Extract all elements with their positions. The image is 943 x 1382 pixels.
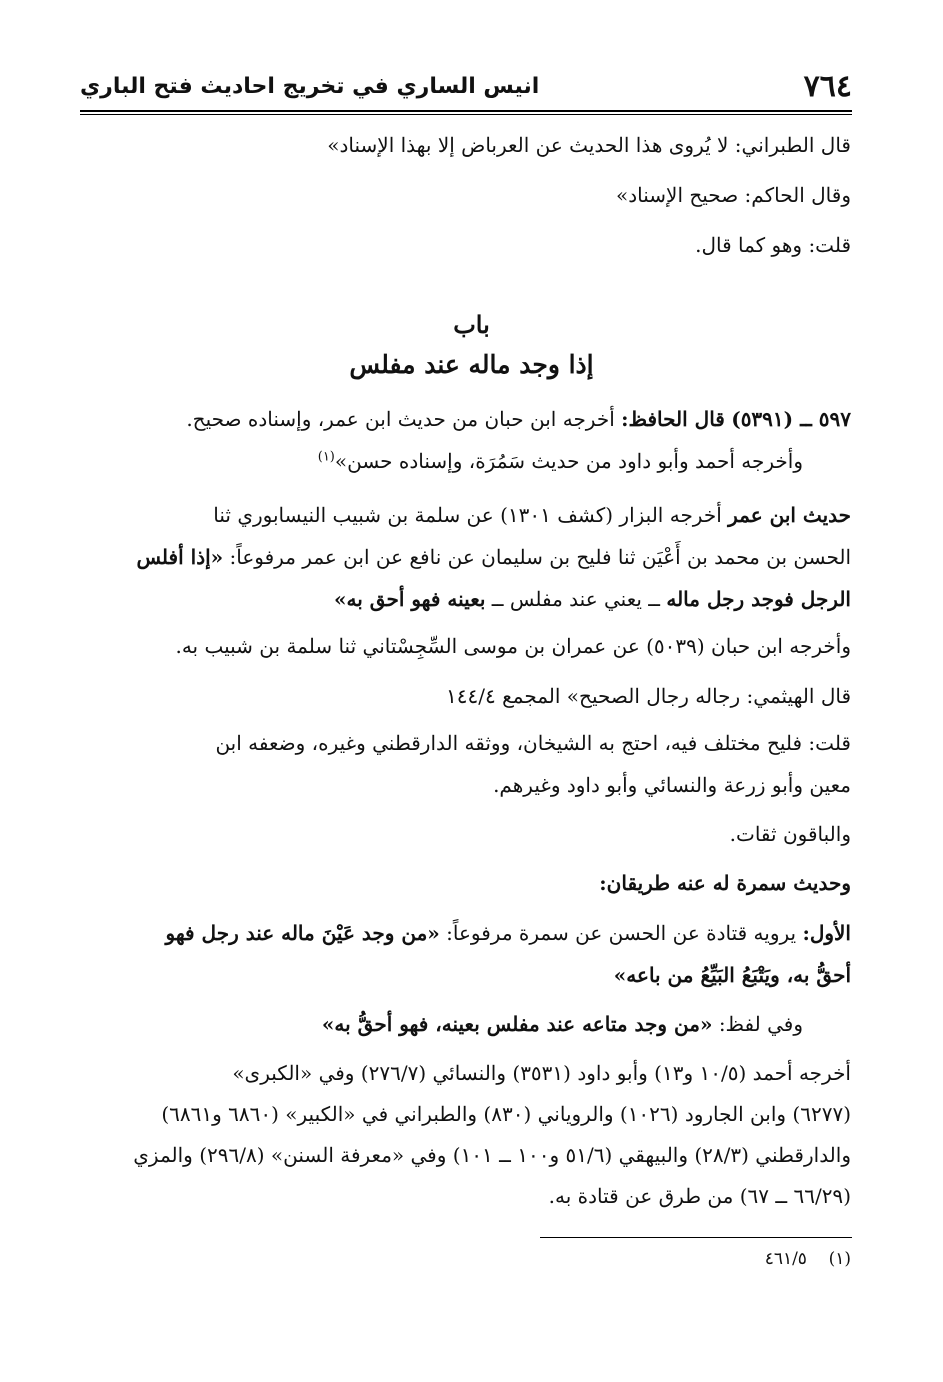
para1-line-1 [213, 494, 851, 536]
para9-line-1: أخرجه أحمد (١٠/٥ و١٣) وأبو داود (٣٥٣١) والنسائي (٢٧٦/٧) وفي «الكبرى» [232, 1061, 851, 1085]
para5: والباقون ثقات. [729, 822, 851, 846]
para4-line-2: معين وأبو زرعة والنسائي وأبو داود وغيرهم. [493, 773, 851, 797]
para1-text-3c: بعينه فهو أحق به» [334, 587, 486, 611]
para1-text-2a: الحسن بن محمد بن أَعْيَن ثنا فليح بن سليمان عن نافع عن ابن عمر مرفوعاً: [229, 545, 851, 569]
hadith-line-1 [186, 398, 851, 440]
para1-text-3a: الرجل فوجد رجل ماله [666, 587, 851, 611]
para7-lead: الأول: [802, 921, 851, 945]
footnote [765, 1245, 851, 1273]
para9-line-3: والدارقطني (٢٨/٣) والبيهقي (٥١/٦ و١٠٠ ــ ١٠١) وفي «معرفة السنن» (٢٩٦/٨) والمزي [133, 1143, 851, 1167]
para1-text-1: أخرجه البزار (كشف ١٣٠١) عن سلمة بن شبيب النيسابوري ثنا [213, 503, 722, 527]
footnote-text: ٤٦١/٥ [764, 1249, 807, 1269]
para9-line-2: (٦٢٧٧) وابن الجارود (١٠٢٦) والروياني (٨٣٠) والطبراني في «الكبير» (٦٨٦٠ و٦٨٦١) [161, 1102, 851, 1126]
para7-line-2: أحقُّ به، ويَتْبَعُ البَيِّعُ من باعه» [613, 963, 851, 987]
para7-text-1a: يرويه قتادة عن الحسن عن سمرة مرفوعاً: [446, 921, 797, 945]
para6: وحديث سمرة له عنه طريقان: [599, 871, 851, 895]
para8 [322, 1003, 803, 1045]
footnote-ref: (١) [317, 449, 335, 465]
para1-text-3b: ــ يعني عند مفلس ــ [491, 587, 660, 611]
para8-text: «من وجد متاعه عند مفلس بعينه، فهو أحقُّ به» [321, 1012, 713, 1036]
para1-line-3 [334, 578, 851, 620]
para1-lead: حديث ابن عمر [728, 503, 851, 527]
footnote-marker: (١) [828, 1249, 851, 1269]
hadith-text-1: أخرجه ابن حبان من حديث ابن عمر، وإسناده صحيح. [186, 407, 615, 431]
para1-text-2b: «إذا أفلس [136, 545, 224, 569]
para2: وأخرجه ابن حبان (٥٠٣٩) عن عمران بن موسى السِّجِسْتاني ثنا سلمة بن شبيب به. [175, 634, 851, 658]
header-rule [80, 110, 852, 115]
hadith-text-2: وأخرجه أحمد وأبو داود من حديث سَمُرَة، وإسناده حسن» [334, 449, 803, 473]
para9-line-4: (٦٦/٢٩ ــ ٦٧) من طرق عن قتادة به. [548, 1184, 851, 1208]
para4-line-1: قلت: فليح مختلف فيه، احتج به الشيخان، ووثقه الدارقطني وغيره، وضعفه ابن [215, 731, 851, 755]
intro-line-1: قال الطبراني: لا يُروى هذا الحديث عن العرباض إلا بهذا الإسناد» [327, 133, 851, 157]
intro-line-2: وقال الحاكم: صحيح الإسناد» [616, 183, 851, 207]
hadith-number: ٥٩٧ ــ (٥٣٩١) [731, 407, 851, 431]
footnote-rule [540, 1237, 852, 1238]
para3: قال الهيثمي: رجاله رجال الصحيح» المجمع ١٤٤/٤ [446, 684, 851, 708]
running-title: انيس الساري في تخريج احاديث فتح الباري [80, 73, 540, 99]
intro-line-3: قلت: وهو كما قال. [695, 233, 851, 257]
chapter-label: باب [453, 310, 490, 339]
para7-text-1b: «من وجد عَيْنَ ماله عند رجل فهو [165, 921, 440, 945]
hadith-line-2 [318, 440, 803, 482]
hadith-lead: قال الحافظ: [621, 407, 725, 431]
page-number: ٧٦٤ [803, 68, 852, 104]
para1-line-2 [136, 536, 851, 578]
page-header [80, 66, 852, 106]
para8-lead: وفي لفظ: [718, 1012, 803, 1036]
chapter-title: إذا وجد ماله عند مفلس [349, 350, 594, 379]
para7-line-1 [165, 912, 851, 954]
